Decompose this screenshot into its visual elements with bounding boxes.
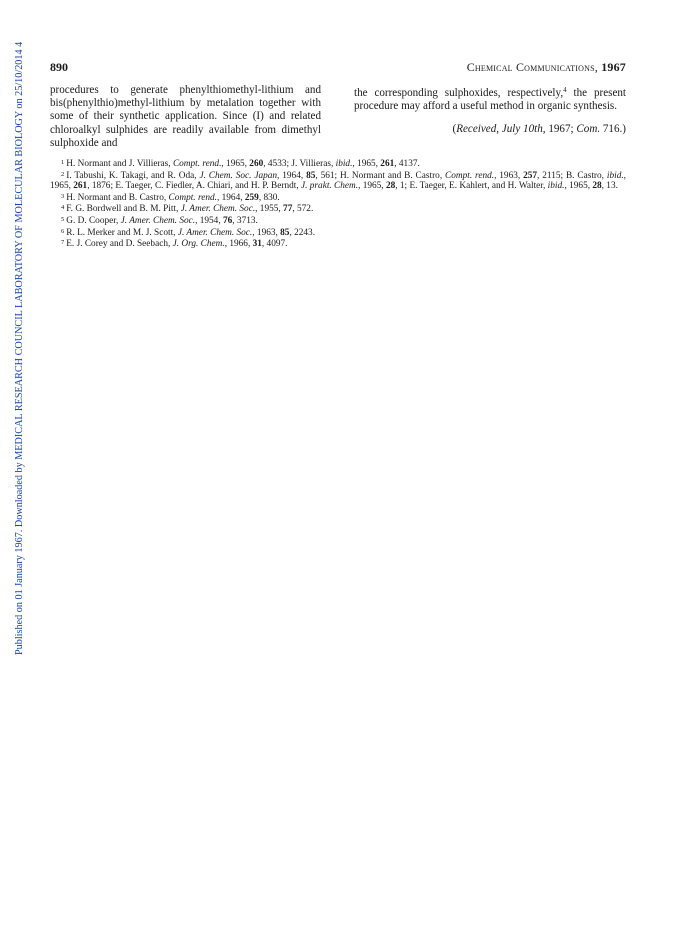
body-paragraph-left: procedures to generate phenylthiomethyl-lithium and bis(phenylthio)methyl-lithium by metalation together with some of their synthetic application. Since (I) and related chloroalkyl sulphides are readily available from dimethyl sulphoxide and bbox=[50, 84, 321, 149]
download-watermark bbox=[0, 0, 25, 660]
reference-text: , 4137. bbox=[394, 159, 420, 169]
reference-volume: 85 bbox=[280, 227, 290, 238]
reference-text: , 1966, bbox=[224, 239, 253, 250]
reference-text: , 561; H. Normant and B. Castro, bbox=[315, 170, 446, 181]
reference-item bbox=[50, 227, 626, 239]
body-text-b: the present procedure may afford a useful method in organic synthesis. bbox=[354, 87, 626, 113]
reference-text: , 1963, bbox=[252, 227, 281, 238]
reference-text: , 1964, bbox=[216, 192, 245, 203]
reference-journal: J. Chem. Soc. Japan bbox=[199, 170, 278, 181]
reference-text: H. Normant and J. Villieras, bbox=[66, 159, 173, 169]
body-column-right bbox=[354, 84, 626, 137]
reference-volume: 257 bbox=[523, 170, 538, 181]
reference-text: E. J. Corey and D. Seebach, bbox=[66, 239, 173, 250]
reference-text: , 1965, bbox=[221, 159, 250, 169]
reference-volume: 76 bbox=[222, 215, 233, 226]
reference-text: R. L. Merker and M. J. Scott, bbox=[66, 227, 178, 238]
reference-journal: J. Amer. Chem. Soc. bbox=[120, 215, 196, 226]
reference-journal: ibid. bbox=[335, 159, 353, 169]
download-watermark-text: Published on 01 January 1967. Downloaded by MEDICAL RESEARCH COUNCIL LABORATORY OF MOLECULAR BIOLOGY on 25/10/2014 4 bbox=[14, 41, 25, 655]
reference-journal: ibid. bbox=[606, 170, 624, 181]
reference-volume: 28 bbox=[592, 181, 602, 192]
reference-text: , 1; E. Taeger, E. Kahlert, and H. Walter, bbox=[395, 181, 548, 192]
reference-item bbox=[50, 158, 626, 170]
reference-volume: 77 bbox=[283, 204, 293, 215]
reference-item bbox=[50, 192, 626, 204]
reference-text: , 1963, bbox=[494, 170, 524, 181]
communication-number: 716.) bbox=[600, 123, 626, 136]
received-open: ( bbox=[452, 123, 457, 136]
reference-text: , 4097. bbox=[261, 239, 288, 250]
reference-journal: Compt. rend. bbox=[172, 159, 222, 169]
reference-journal: J. prakt. Chem. bbox=[301, 181, 359, 192]
reference-journal: ibid. bbox=[547, 181, 565, 192]
reference-journal: J. Amer. Chem. Soc. bbox=[180, 204, 256, 215]
reference-item bbox=[50, 203, 626, 215]
body-text-a: the corresponding sulphoxides, respectively, bbox=[354, 87, 564, 99]
body-paragraph-right bbox=[354, 84, 626, 113]
reference-volume: 28 bbox=[385, 181, 396, 192]
reference-item bbox=[50, 215, 626, 227]
reference-text: , 2115; B. Castro, bbox=[537, 170, 607, 181]
reference-number: 2 bbox=[61, 170, 65, 178]
received-line bbox=[354, 123, 626, 136]
reference-journal: J. Org. Chem. bbox=[172, 239, 225, 250]
references-list bbox=[50, 158, 626, 250]
reference-text: , 1954, bbox=[195, 215, 223, 226]
reference-text: , 1965, bbox=[564, 181, 593, 192]
reference-journal: J. Amer. Chem. Soc. bbox=[177, 227, 253, 238]
communication-label: Com. bbox=[576, 123, 601, 136]
reference-text: , 1965, bbox=[50, 170, 626, 192]
reference-number: 5 bbox=[61, 215, 65, 223]
reference-volume: 261 bbox=[380, 159, 395, 169]
reference-volume: 261 bbox=[73, 181, 88, 192]
reference-number: 3 bbox=[61, 192, 65, 200]
reference-volume: 85 bbox=[306, 170, 316, 181]
reference-volume: 31 bbox=[252, 239, 262, 250]
reference-journal: Compt. rend. bbox=[168, 192, 217, 203]
reference-item bbox=[50, 238, 626, 250]
reference-text: F. G. Bordwell and B. M. Pitt, bbox=[66, 204, 181, 215]
reference-text: , 1955, bbox=[255, 204, 284, 215]
reference-number: 1 bbox=[61, 159, 65, 166]
reference-text: , 572. bbox=[292, 204, 314, 215]
reference-number: 4 bbox=[61, 204, 65, 212]
reference-text: , 1876; E. Taeger, C. Fiedler, A. Chiari, and H. P. Berndt, bbox=[87, 181, 301, 192]
body-column-left bbox=[50, 84, 321, 150]
journal-year: 1967 bbox=[601, 60, 626, 74]
received-year: 1967; bbox=[545, 123, 577, 136]
reference-item bbox=[50, 170, 626, 192]
reference-volume: 259 bbox=[244, 192, 259, 203]
footnote-marker: 4 bbox=[563, 86, 567, 94]
reference-text: , 1965, bbox=[352, 159, 381, 169]
reference-number: 7 bbox=[61, 239, 65, 247]
reference-text: I. Tabushi, K. Takagi, and R. Oda, bbox=[66, 170, 200, 181]
journal-title bbox=[467, 60, 626, 75]
reference-text: , 3713. bbox=[232, 215, 258, 226]
reference-journal: Compt. rend. bbox=[445, 170, 495, 181]
received-label: Received, July 10th, bbox=[456, 123, 546, 136]
page-number: 890 bbox=[50, 60, 68, 74]
reference-volume: 260 bbox=[249, 159, 264, 169]
page-header bbox=[50, 60, 626, 76]
reference-number: 6 bbox=[61, 227, 65, 235]
reference-text: G. D. Cooper, bbox=[66, 215, 121, 226]
reference-text: , 1964, bbox=[277, 170, 307, 181]
reference-text: , 830. bbox=[258, 192, 280, 203]
journal-name: Chemical Communications, bbox=[466, 60, 598, 74]
reference-text: H. Normant and B. Castro, bbox=[66, 192, 169, 203]
reference-text: , 4533; J. Villieras, bbox=[263, 159, 336, 169]
reference-text: , 13. bbox=[601, 181, 618, 192]
reference-text: , 1965, bbox=[358, 181, 386, 192]
reference-text: , 2243. bbox=[289, 227, 316, 238]
